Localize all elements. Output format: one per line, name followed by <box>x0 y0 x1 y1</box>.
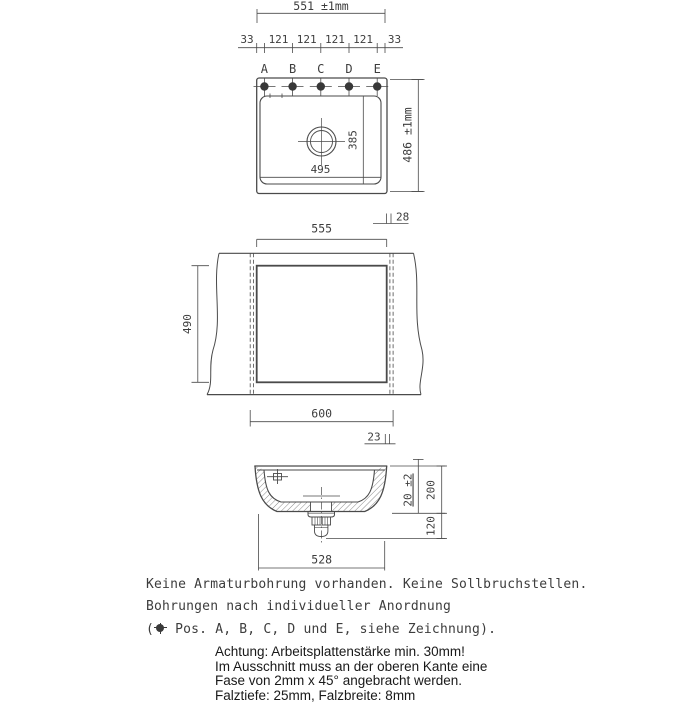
dim-drain-height-label: 120 <box>424 516 438 536</box>
drain-circle <box>298 118 345 165</box>
note-line-3-prefix: ( <box>146 621 155 637</box>
spacing-label: 121 <box>353 33 374 46</box>
hole-position-labels <box>261 62 381 76</box>
drill-hole-icon <box>366 78 388 97</box>
note-line-3 <box>146 619 587 641</box>
drill-hole-icon <box>310 78 332 97</box>
dim-rim-offset-23 <box>365 431 396 444</box>
spacing-label: 33 <box>387 33 402 46</box>
hole-label-c: C <box>317 62 325 76</box>
section-view <box>254 459 447 571</box>
dim-overall-depth-label: 486 ±1mm <box>400 107 415 163</box>
hole-label-d: D <box>345 62 353 76</box>
countertop-band <box>207 253 423 394</box>
cutout-view <box>181 222 423 444</box>
hole-label-e: E <box>373 62 381 76</box>
top-view <box>238 0 425 224</box>
warning-block <box>215 645 487 703</box>
note-line-1: Keine Armaturbohrung vorhanden. Keine Sollbruchstellen. <box>146 577 588 592</box>
dim-rim-height-label: 20 ±2 <box>401 473 415 507</box>
warning-line-1: Achtung: Arbeitsplattenstärke min. 30mm! <box>215 644 465 659</box>
spacing-label: 121 <box>324 33 345 46</box>
dim-inner-width-label: 495 <box>310 163 331 176</box>
dim-cutout-depth-label: 490 <box>181 314 194 334</box>
hole-label-b: B <box>288 62 297 76</box>
break-line-right <box>414 253 424 394</box>
note-line-2: Bohrungen nach individueller Anordnung <box>146 599 452 615</box>
dim-hole-spacings <box>238 33 403 53</box>
warning-line-2: Im Ausschnitt muss an der oberen Kante eine <box>215 658 488 674</box>
note-line-3-text: Pos. A, B, C, D und E, siehe Zeichnung). <box>175 621 497 637</box>
dim-overall-width <box>257 0 385 23</box>
break-line-left <box>207 253 219 394</box>
drill-holes <box>254 78 389 97</box>
falz-dashed-lines <box>250 253 393 394</box>
dim-rim-offset-28-label: 28 <box>396 210 410 224</box>
dim-overall-width-label: 551 ±1mm <box>293 0 349 13</box>
warning-line-3: Fase von 2mm x 45° angebracht werden. <box>215 673 463 689</box>
dim-overall-depth <box>390 80 425 192</box>
dim-inner-depth <box>347 96 364 184</box>
drill-position-icon <box>154 623 167 634</box>
dim-outer-width-label: 600 <box>311 406 333 421</box>
dim-rim-offset-23-label: 23 <box>367 430 381 444</box>
drill-hole-icon <box>282 78 304 97</box>
dim-inner-depth-label: 385 <box>346 130 360 150</box>
dim-bowl-height-label: 200 <box>424 480 438 500</box>
dim-cutout-depth <box>181 266 209 383</box>
section-drill-marker-icon <box>267 469 288 484</box>
dim-cutout-width <box>257 222 387 248</box>
warning-line-4: Falztiefe: 25mm, Falzbreite: 8mm <box>215 687 416 703</box>
spacing-label: 121 <box>268 33 289 46</box>
hole-label-a: A <box>260 62 269 76</box>
spacing-label: 121 <box>296 33 317 46</box>
spacing-label: 33 <box>240 33 254 46</box>
dim-inner-width <box>260 163 381 177</box>
sink-inner-profile <box>264 470 375 502</box>
dim-outer-width <box>250 406 393 426</box>
cutout-rect <box>257 266 387 383</box>
notes-block <box>146 574 587 641</box>
dim-rim-offset-28 <box>373 211 409 224</box>
drill-hole-icon <box>338 78 360 97</box>
dim-bottom-width-label: 528 <box>311 552 333 567</box>
dim-cutout-width-label: 555 <box>311 221 333 236</box>
